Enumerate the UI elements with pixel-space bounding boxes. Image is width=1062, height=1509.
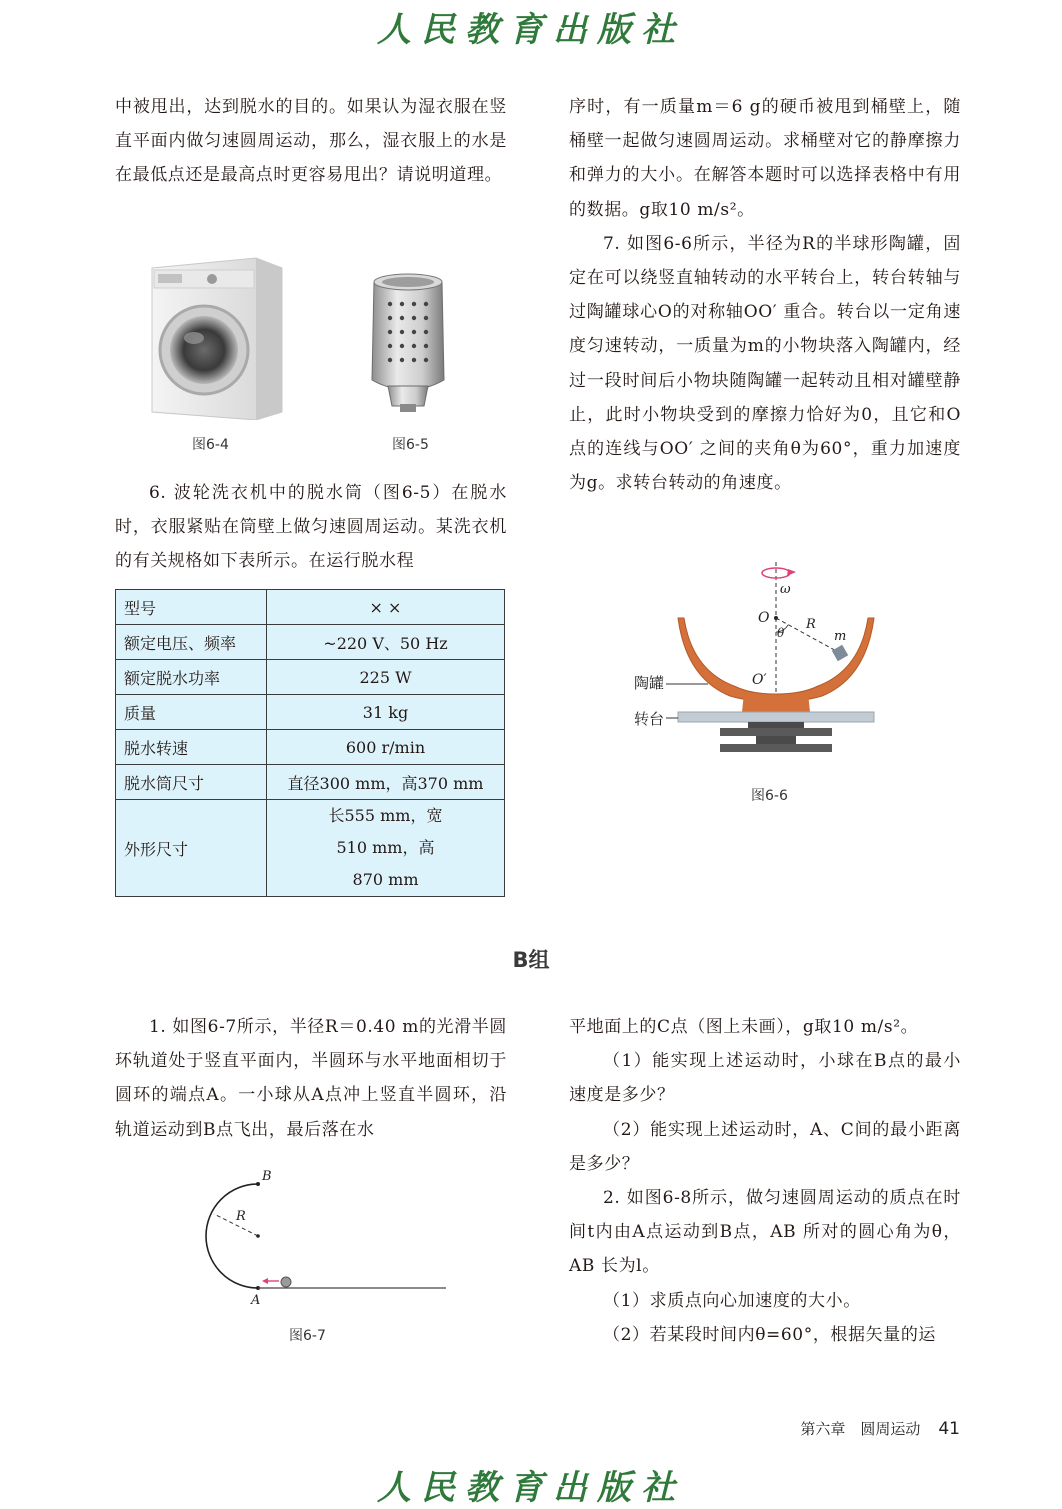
radius-label: R — [236, 1209, 246, 1224]
table-cell: 脱水转速 — [116, 730, 267, 765]
right-column-top — [569, 90, 961, 500]
omega-label: ω — [780, 582, 791, 597]
table-cell: 额定脱水功率 — [116, 660, 267, 695]
table-row — [116, 730, 505, 765]
paragraph: （2）能实现上述运动时，A、C间的最小距离是多少？ — [569, 1119, 961, 1174]
table-row — [116, 695, 505, 730]
publisher-logo-bottom: 人民教育出版社 — [377, 1468, 685, 1508]
table-cell: 长555 mm，宽510 mm，高870 mm — [267, 800, 505, 897]
spec-table — [115, 589, 505, 897]
spin-drum-image — [368, 268, 448, 416]
paragraph: 7. 如图6-6所示，半径为R的半球形陶罐，固定在可以绕竖直轴转动的水平转台上，转台转轴与过陶罐球心O的对称轴OO′ 重合。转台以一定角速度匀速转动，一质量为m的小物块落入陶罐内，经过一段时间后小物块随陶罐一起转动且相对罐壁静止，此时小物块受到的摩擦力恰好为0，且它和O点的连线与OO′ 之间的夹角θ为60°，重力加速度为g。求转台转动的角速度。 — [569, 233, 961, 494]
left-column-top — [115, 90, 507, 193]
table-row — [116, 800, 505, 897]
table-cell: 31 kg — [267, 695, 505, 730]
table-row — [116, 590, 505, 625]
paragraph: 平地面上的C点（图上未画），g取10 m/s²。 — [569, 1017, 919, 1037]
paragraph: 序时，有一质量m＝6 g的硬币被甩到桶壁上，随桶壁一起做匀速圆周运动。求桶壁对它的静摩擦力和弹力的大小。在解答本题时可以选择表格中有用的数据。g取10 m/s²。 — [569, 97, 961, 220]
theta-label: θ — [777, 626, 785, 640]
semicircle-track-diagram — [196, 1160, 456, 1310]
turntable-label: 转台 — [634, 710, 665, 728]
jar-turntable-diagram — [626, 560, 886, 770]
table-cell: 225 W — [267, 660, 505, 695]
table-cell: ~220 V、50 Hz — [267, 625, 505, 660]
right-column-bottom — [569, 1010, 961, 1352]
table-cell: 脱水筒尺寸 — [116, 765, 267, 800]
table-cell: 外形尺寸 — [116, 800, 267, 897]
table-cell: 型号 — [116, 590, 267, 625]
figure-caption: 图6-7 — [289, 1328, 326, 1344]
paragraph: 6. 波轮洗衣机中的脱水筒（图6-5）在脱水时，衣服紧贴在筒壁上做匀速圆周运动。某洗衣机的有关规格如下表所示。在运行脱水程 — [115, 483, 507, 572]
washing-machine-image — [148, 252, 288, 420]
page-number: 41 — [938, 1419, 960, 1439]
table-row — [116, 660, 505, 695]
jar-label: 陶罐 — [634, 674, 665, 692]
problem-b1 — [115, 1010, 507, 1147]
publisher-logo-top: 人民教育出版社 — [377, 10, 685, 50]
radius-label: R — [806, 617, 816, 632]
table-row — [116, 625, 505, 660]
paragraph: 2. 如图6-8所示，做匀速圆周运动的质点在时间t内由A点运动到B点，AB 所对的圆心角为θ，AB 长为l。 — [569, 1188, 961, 1277]
problem-6 — [115, 476, 507, 579]
table-row — [116, 765, 505, 800]
center-label: O — [758, 610, 770, 626]
paragraph: （1）求质点向心加速度的大小。 — [603, 1290, 861, 1311]
page-footer — [800, 1418, 960, 1439]
bottom-center-label: O′ — [752, 672, 767, 688]
table-cell: 600 r/min — [267, 730, 505, 765]
section-title: B组 — [512, 948, 550, 972]
paragraph: （1）能实现上述运动时，小球在B点的最小速度是多少？ — [569, 1051, 961, 1106]
figure-caption: 图6-4 — [192, 437, 229, 453]
paragraph: 1. 如图6-7所示，半径R＝0.40 m的光滑半圆环轨道处于竖直平面内，半圆环与水平地面相切于圆环的端点A。一小球从A点冲上竖直半圆环，沿轨道运动到B点飞出，最后落在水 — [115, 1017, 507, 1140]
table-cell: × × — [267, 590, 505, 625]
point-b-label: B — [262, 1169, 272, 1184]
chapter-title: 第六章 圆周运动 — [800, 1420, 921, 1438]
figure-caption: 图6-6 — [751, 788, 788, 804]
mass-label: m — [834, 629, 847, 644]
table-cell: 质量 — [116, 695, 267, 730]
paragraph: 中被甩出，达到脱水的目的。如果认为湿衣服在竖直平面内做匀速圆周运动，那么，湿衣服上的水是在最低点还是最高点时更容易甩出？请说明道理。 — [115, 97, 507, 186]
point-a-label: A — [251, 1293, 261, 1308]
paragraph: （2）若某段时间内θ=60°，根据矢量的运 — [603, 1324, 937, 1345]
table-cell: 直径300 mm，高370 mm — [267, 765, 505, 800]
figure-caption: 图6-5 — [392, 437, 429, 453]
table-cell: 额定电压、频率 — [116, 625, 267, 660]
